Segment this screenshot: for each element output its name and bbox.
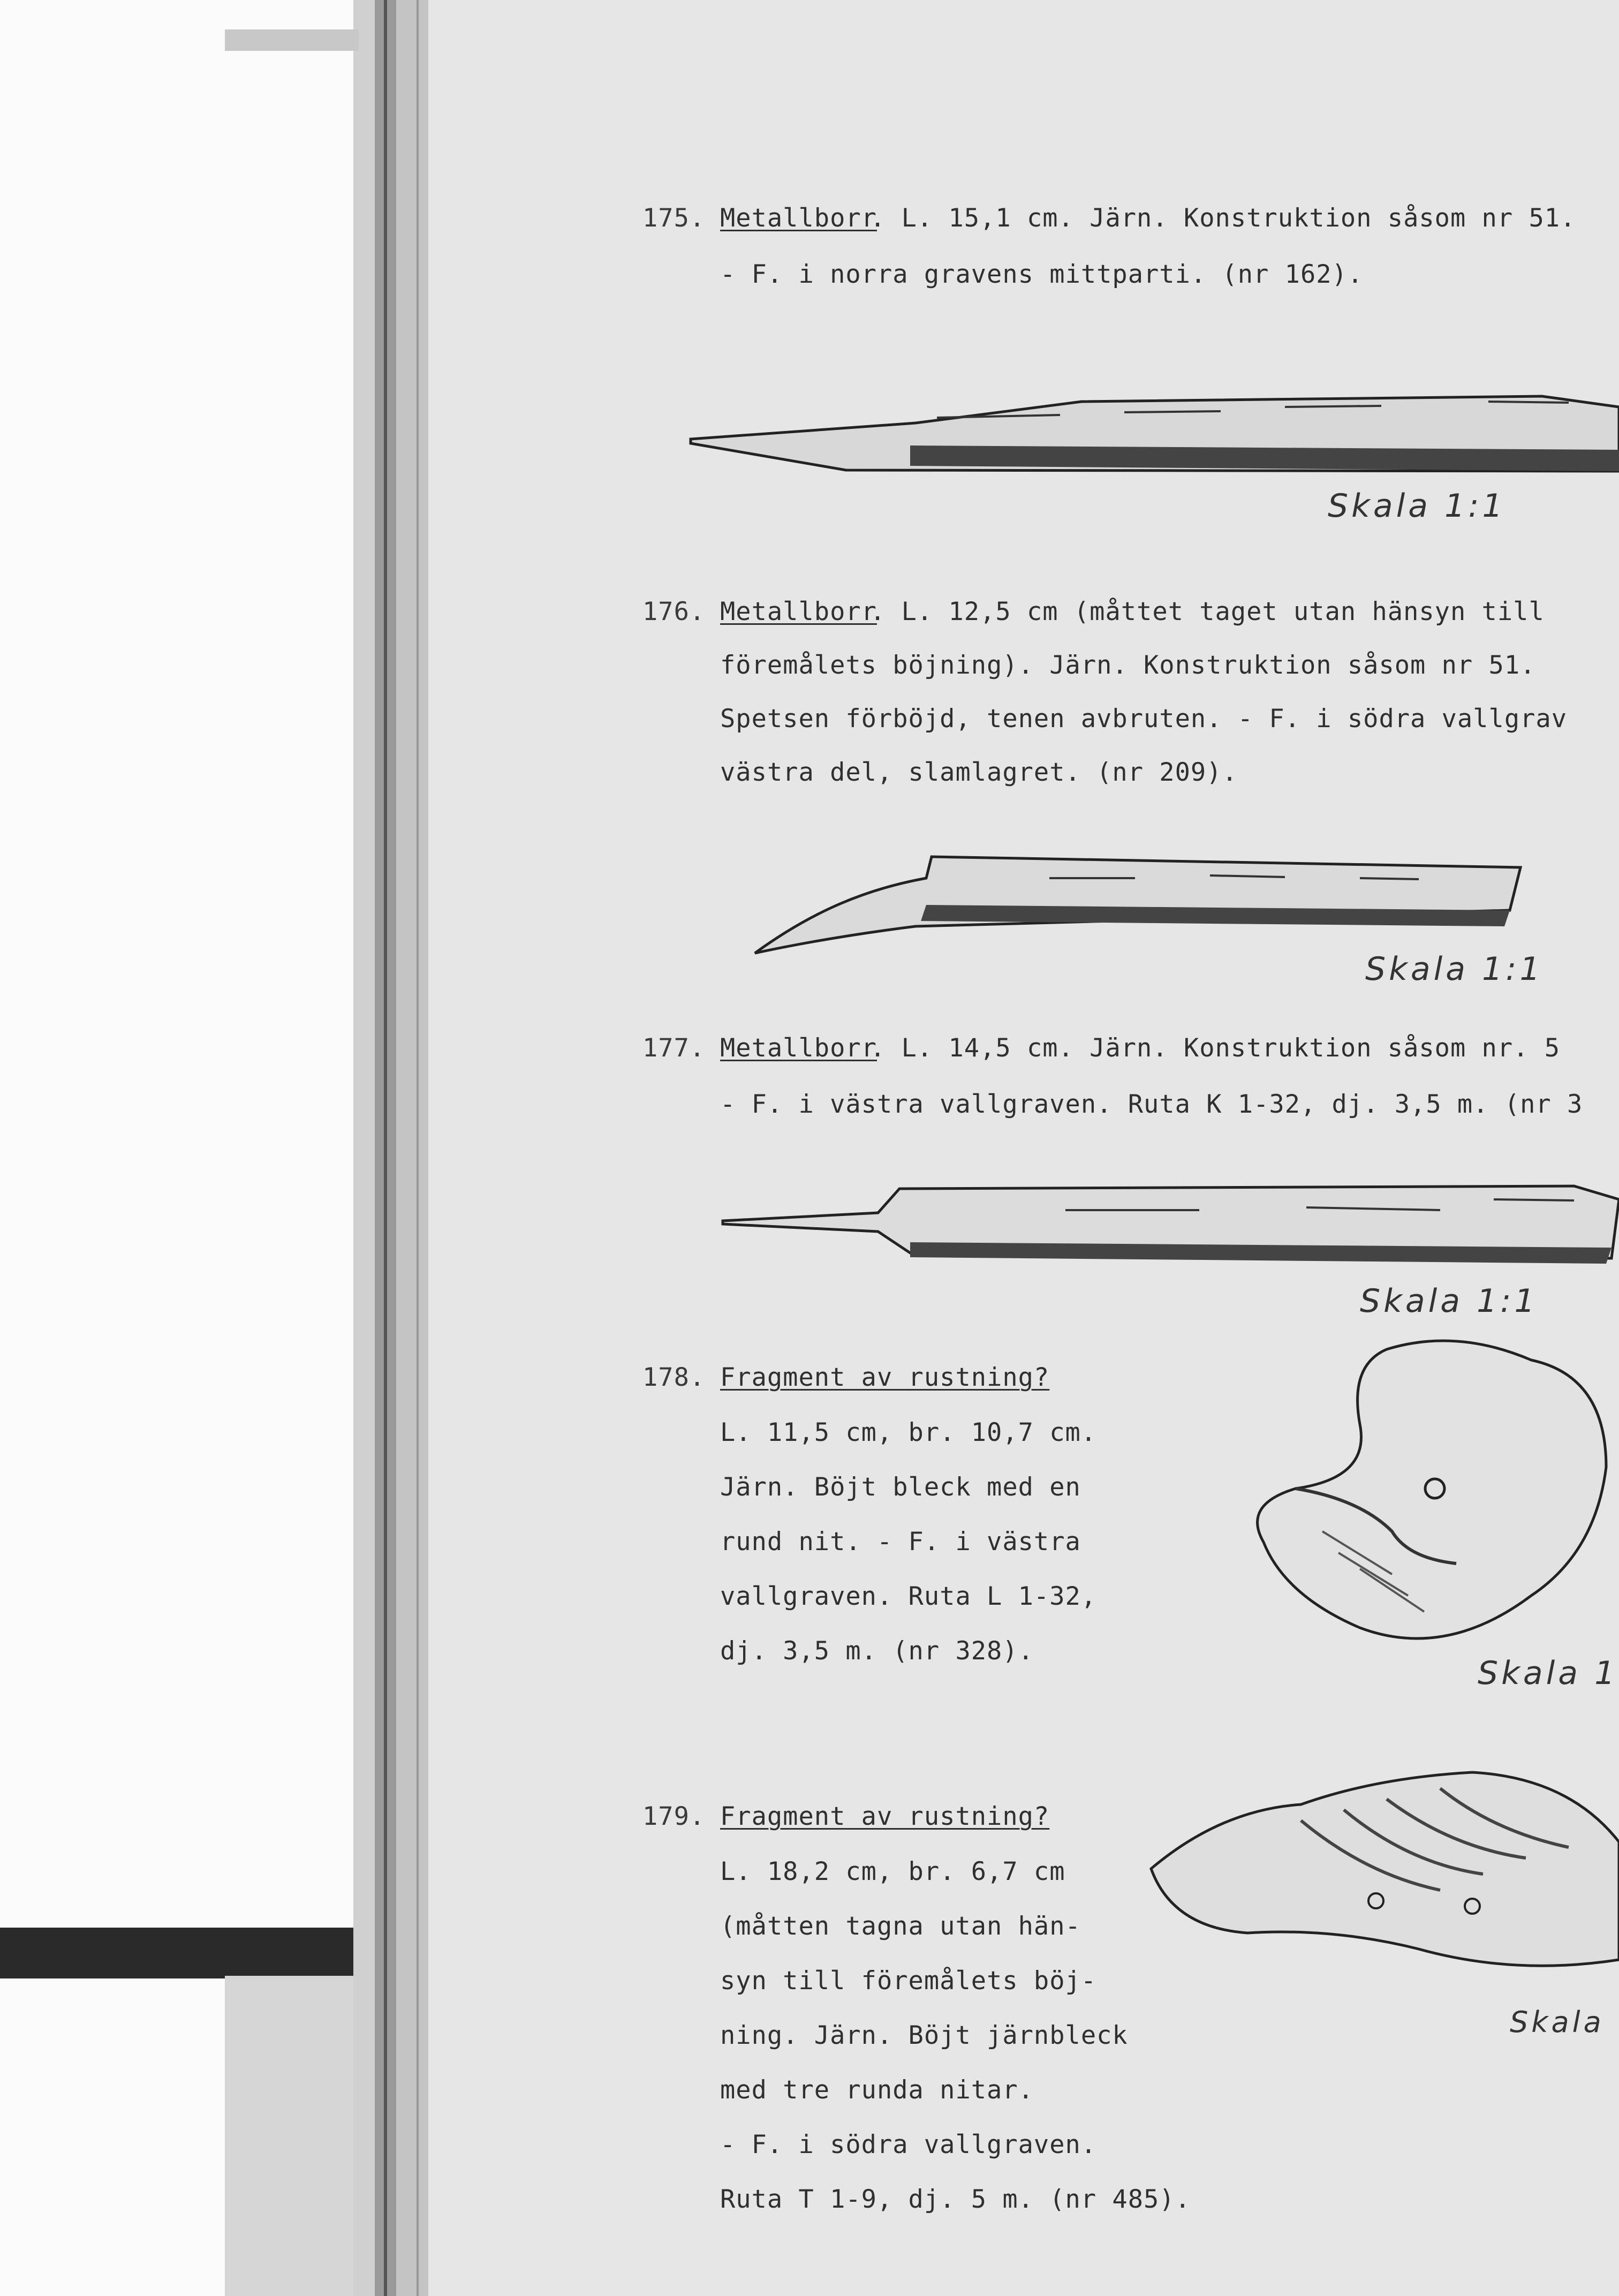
entry-line: med tre runda nitar. (720, 2075, 1034, 2105)
entry-title: Metallborr (720, 1033, 877, 1063)
armour-fragment-drawing-178 (1231, 1328, 1619, 1660)
drill-drawing-177 (717, 1178, 1619, 1280)
entry-title: Fragment av rustning? (720, 1802, 1050, 1831)
entry-line: ning. Järn. Böjt järnbleck (720, 2021, 1128, 2050)
entry-line: - F. i västra vallgraven. Ruta K 1-32, dj. 3,5 m. (nr 3 (720, 1090, 1583, 1119)
binding-shadow (0, 0, 482, 2296)
scale-label: Skala 1 (1478, 1655, 1618, 1692)
drill-drawing-175 (685, 386, 1619, 482)
scale-label: Skala 1:1 (1365, 950, 1544, 988)
entry-number: 179. (642, 1802, 706, 1831)
entry-number: 178. (642, 1363, 706, 1392)
entry-line: Spetsen förböjd, tenen avbruten. - F. i södra vallgrav (720, 704, 1568, 734)
scale-label: Skala 1:1 (1360, 1282, 1538, 1320)
scale-label: Skala 1:1 (1328, 487, 1506, 525)
entry-title: Metallborr (720, 597, 877, 626)
entry-number: 176. (642, 597, 706, 626)
entry-line: föremålets böjning). Järn. Konstruktion såsom nr 51. (720, 651, 1536, 680)
entry-line: västra del, slamlagret. (nr 209). (720, 758, 1238, 787)
entry-line: (måtten tagna utan hän- (720, 1912, 1081, 1941)
entry-line: vallgraven. Ruta L 1-32, (720, 1582, 1097, 1611)
entry-title: Metallborr (720, 203, 877, 233)
drill-drawing-176 (750, 846, 1542, 964)
entry-line: L. 11,5 cm, br. 10,7 cm. (720, 1418, 1097, 1447)
entry-line: dj. 3,5 m. (nr 328). (720, 1636, 1034, 1666)
entry-line: syn till föremålets böj- (720, 1966, 1097, 1996)
entry-number: 175. (642, 203, 706, 233)
entry-line: . L. 15,1 cm. Järn. Konstruktion såsom nr 51. (870, 203, 1576, 233)
entry-title: Fragment av rustning? (720, 1363, 1050, 1392)
armour-fragment-drawing-179 (1140, 1767, 1619, 1992)
entry-line: . L. 12,5 cm (måttet taget utan hänsyn till (870, 597, 1545, 626)
entry-line: Järn. Böjt bleck med en (720, 1472, 1081, 1502)
entry-line: - F. i södra vallgraven. (720, 2130, 1097, 2159)
entry-line: Ruta T 1-9, dj. 5 m. (nr 485). (720, 2185, 1191, 2214)
scale-label: Skala (1510, 2005, 1605, 2039)
entry-line: rund nit. - F. i västra (720, 1527, 1081, 1557)
entry-line: - F. i norra gravens mittparti. (nr 162). (720, 260, 1364, 289)
entry-line: L. 18,2 cm, br. 6,7 cm (720, 1857, 1065, 1886)
entry-number: 177. (642, 1033, 706, 1063)
entry-line: . L. 14,5 cm. Järn. Konstruktion såsom nr. 5 (870, 1033, 1561, 1063)
